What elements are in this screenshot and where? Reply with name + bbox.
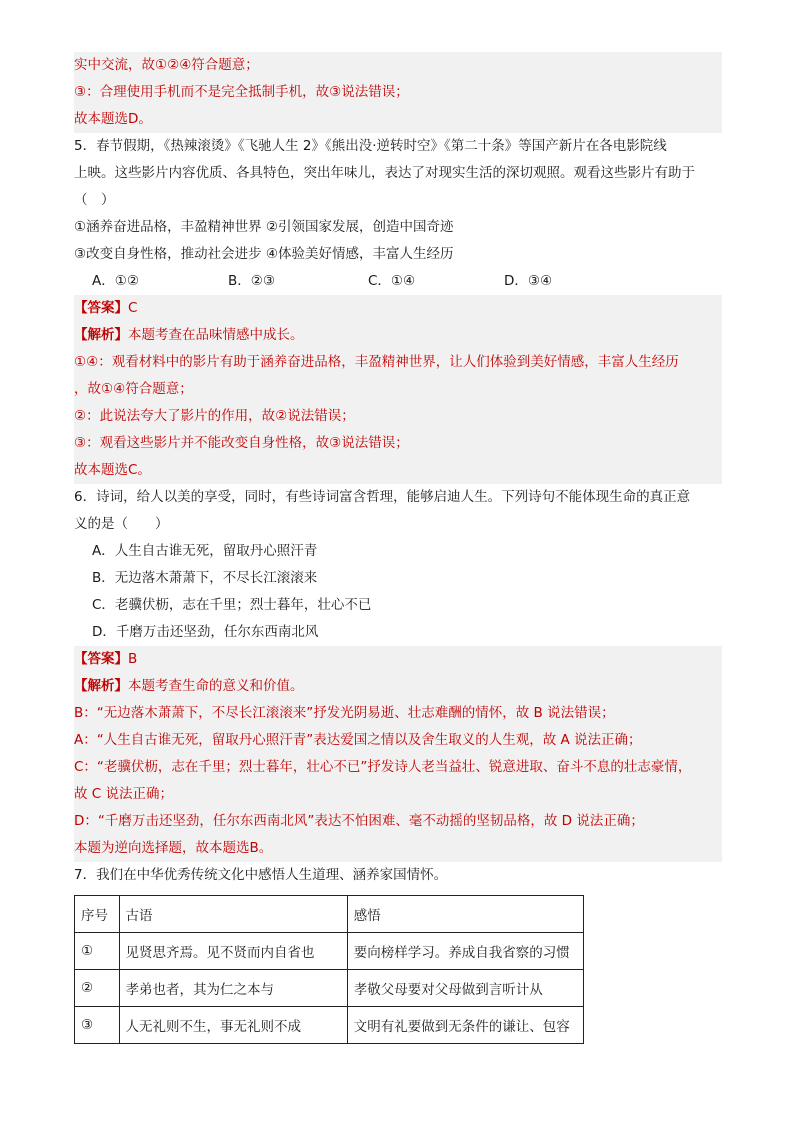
explanation-line: ③：合理使用手机而不是完全抵制手机，故③说法错误； [74,79,722,106]
question-5-statement: ③改变自身性格，推动社会进步 ④体验美好情感，丰富人生经历 [74,246,454,262]
answer-value: C [128,300,138,316]
question-7-stem: 7．我们在中华优秀传统文化中感悟人生道理、涵养家国情怀。 [74,867,448,883]
question-6-stem: 义的是（ ） [74,516,169,532]
table-row [75,1007,584,1044]
table-cell: 文明有礼要做到无条件的谦让、包容 [347,1007,583,1044]
option-c: C．老骥伏枥，志在千里；烈士暮年，壮心不已 [92,597,372,613]
option-b: B．②③ [228,273,275,289]
quote-table [74,895,584,1044]
table-cell: ① [75,933,120,970]
question-5-options [74,268,722,295]
question-5-stem: 5．春节假期，《热辣滚烫》《飞驰人生 2》《熊出没·逆转时空》《第二十条》等国产新片在各电影院线 [74,138,667,154]
conclusion-line: 故本题选C。 [74,457,722,484]
analysis-line [74,322,722,349]
explanation-line: ，故①④符合题意； [74,376,722,403]
analysis-tag: 【解析】 [74,327,128,343]
explanation-line: ②：此说法夸大了影片的作用，故②说法错误； [74,403,722,430]
answer-tag: 【答案】 [74,300,128,316]
question-6-stem: 6．诗词，给人以美的享受，同时，有些诗词富含哲理，能够启迪人生。下列诗句不能体现生命的真正意 [74,489,691,505]
table-row [75,933,584,970]
answer-line [74,295,722,322]
analysis-text: 本题考查生命的意义和价值。 [128,678,304,694]
analysis-line [74,673,722,700]
option-b: B．无边落木萧萧下，不尽长江滚滚来 [92,570,318,586]
option-d: D．千磨万击还坚劲，任尔东西南北风 [92,624,319,640]
answer-tag: 【答案】 [74,651,128,667]
table-header-cell: 序号 [75,896,120,933]
explanation-line: 实中交流，故①②④符合题意； [74,52,722,79]
conclusion-line: 本题为逆向选择题，故本题选B。 [74,835,722,862]
option-a: A．①② [92,273,139,289]
option-d: D．③④ [504,273,553,289]
analysis-text: 本题考查在品味情感中成长。 [128,327,304,343]
table-header-cell: 感悟 [347,896,583,933]
answer-line [74,646,722,673]
analysis-tag: 【解析】 [74,678,128,694]
explanation-line: A：“人生自古谁无死，留取丹心照汗青”表达爱国之情以及舍生取义的人生观，故 A 说法正确； [74,727,722,754]
option-a: A．人生自古谁无死，留取丹心照汗青 [92,543,318,559]
explanation-line: ③：观看这些影片并不能改变自身性格，故③说法错误； [74,430,722,457]
explanation-line: ①④：观看材料中的影片有助于涵养奋进品格，丰盈精神世界，让人们体验到美好情感，丰富人生经历 [74,349,722,376]
table-cell: 孝弟也者，其为仁之本与 [119,970,347,1007]
explanation-line: C：“老骥伏枥，志在千里；烈士暮年，壮心不已”抒发诗人老当益壮、锐意进取、奋斗不息的壮志豪情， [74,754,722,781]
table-cell: ③ [75,1007,120,1044]
question-5-stem: 上映。这些影片内容优质、各具特色，突出年味儿，表达了对现实生活的深切观照。观看这些影片有助于 [74,165,695,181]
explanation-line: D：“千磨万击还坚劲，任尔东西南北风”表达不怕困难、毫不动摇的坚韧品格，故 D 说法正确； [74,808,722,835]
option-c: C．①④ [368,273,416,289]
table-cell: 人无礼则不生，事无礼则不成 [119,1007,347,1044]
table-header-row [75,896,584,933]
table-cell: 见贤思齐焉。见不贤而内自省也 [119,933,347,970]
question-5-stem: （ ） [74,192,115,208]
table-cell: 孝敬父母要对父母做到言听计从 [347,970,583,1007]
explanation-line: B：“无边落木萧萧下，不尽长江滚滚来”抒发光阴易逝、壮志难酬的情怀，故 B 说法错误； [74,700,722,727]
table-cell: 要向榜样学习。养成自我省察的习惯 [347,933,583,970]
answer-value: B [128,651,138,667]
table-cell: ② [75,970,120,1007]
table-header-cell: 古语 [119,896,347,933]
conclusion-line: 故本题选D。 [74,106,722,133]
table-row [75,970,584,1007]
document-page [74,52,722,1044]
explanation-line: 故 C 说法正确； [74,781,722,808]
question-5-statement: ①涵养奋进品格，丰盈精神世界 ②引领国家发展，创造中国奇迹 [74,219,454,235]
